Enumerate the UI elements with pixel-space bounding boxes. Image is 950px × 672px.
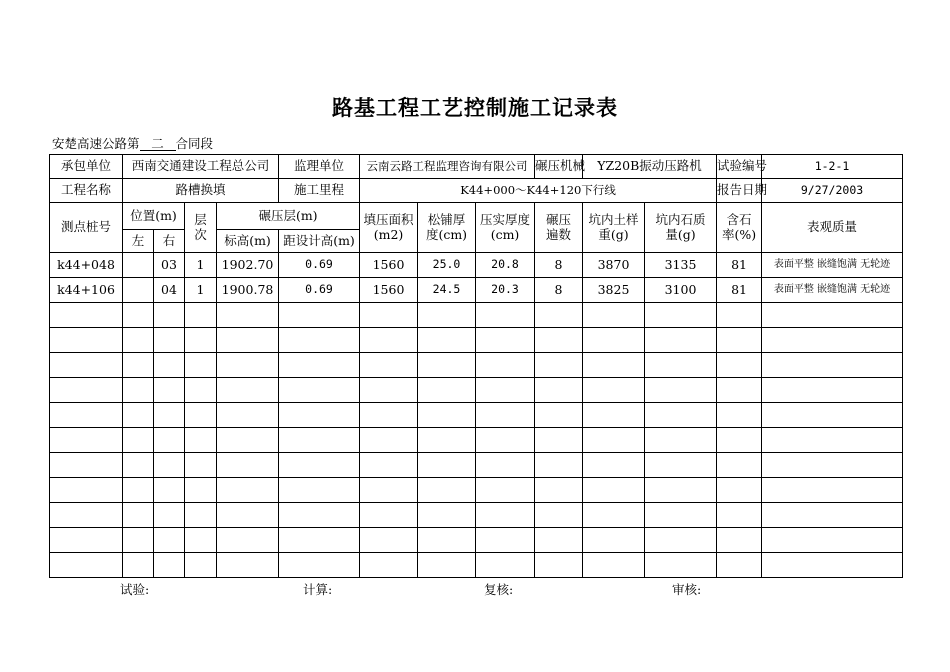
empty-cell [123, 378, 154, 403]
section-number: 二 [140, 137, 176, 151]
empty-cell [154, 378, 185, 403]
header-fill-area: 填压面积(m2) [360, 203, 418, 253]
empty-row [50, 403, 903, 428]
empty-cell [185, 503, 217, 528]
empty-cell [583, 478, 645, 503]
empty-cell [123, 478, 154, 503]
empty-cell [476, 478, 535, 503]
fill-area-cell: 1560 [360, 253, 418, 278]
empty-cell [360, 528, 418, 553]
header-left: 左 [123, 230, 154, 253]
form-title: 路基工程工艺控制施工记录表 [332, 95, 618, 120]
loose-thickness-cell: 24.5 [418, 278, 476, 303]
soil-weight-cell: 3825 [583, 278, 645, 303]
empty-row [50, 428, 903, 453]
empty-row [50, 303, 903, 328]
empty-cell [50, 553, 123, 578]
station-cell: k44+048 [50, 253, 123, 278]
empty-cell [123, 528, 154, 553]
empty-cell [762, 403, 903, 428]
empty-row [50, 503, 903, 528]
empty-cell [279, 453, 360, 478]
empty-cell [476, 528, 535, 553]
empty-cell [583, 403, 645, 428]
empty-cell [583, 353, 645, 378]
empty-cell [645, 328, 717, 353]
empty-cell [717, 328, 762, 353]
empty-cell [154, 428, 185, 453]
empty-cell [50, 428, 123, 453]
empty-cell [762, 303, 903, 328]
surface-quality-cell: 表面平整 嵌缝饱满 无轮迹 [762, 253, 903, 278]
empty-cell [717, 528, 762, 553]
left-cell [123, 253, 154, 278]
empty-cell [360, 378, 418, 403]
empty-cell [279, 503, 360, 528]
header-row-1 [50, 203, 903, 230]
empty-cell [418, 478, 476, 503]
header-pit-stone-weight: 坑内石质量(g) [645, 203, 717, 253]
test-no-label: 试验编号 [717, 155, 762, 179]
empty-cell [583, 328, 645, 353]
empty-cell [583, 303, 645, 328]
empty-row [50, 528, 903, 553]
empty-cell [185, 403, 217, 428]
report-date-value: 9/27/2003 [762, 179, 903, 203]
empty-cell [762, 553, 903, 578]
header-right: 右 [154, 230, 185, 253]
stone-content-cell: 81 [717, 253, 762, 278]
table-row [50, 278, 903, 303]
loose-thickness-cell: 25.0 [418, 253, 476, 278]
empty-cell [645, 403, 717, 428]
empty-cell [279, 403, 360, 428]
mileage-value: K44+000～K44+120下行线 [360, 179, 717, 203]
empty-cell [418, 403, 476, 428]
empty-cell [762, 428, 903, 453]
empty-cell [185, 428, 217, 453]
empty-cell [279, 428, 360, 453]
contractor-label: 承包单位 [50, 155, 123, 179]
empty-cell [279, 478, 360, 503]
empty-cell [360, 478, 418, 503]
empty-cell [154, 328, 185, 353]
header-dist-design: 距设计高(m) [279, 230, 360, 253]
empty-cell [645, 303, 717, 328]
contract-section [52, 134, 213, 152]
empty-cell [217, 328, 279, 353]
empty-cell [717, 403, 762, 428]
empty-cell [217, 478, 279, 503]
footer-audit: 审核: [672, 582, 702, 597]
elevation-cell: 1902.70 [217, 253, 279, 278]
empty-cell [50, 403, 123, 428]
supervisor-value: 云南云路工程监理咨询有限公司 [360, 155, 535, 179]
empty-cell [279, 528, 360, 553]
empty-cell [535, 553, 583, 578]
empty-cell [583, 428, 645, 453]
empty-cell [583, 503, 645, 528]
machine-value: YZ20B振动压路机 [583, 155, 717, 179]
empty-cell [762, 453, 903, 478]
layer-cell: 1 [185, 278, 217, 303]
empty-cell [762, 378, 903, 403]
empty-cell [50, 328, 123, 353]
empty-cell [717, 503, 762, 528]
header-elevation: 标高(m) [217, 230, 279, 253]
header-rolled-layer: 碾压层(m) [217, 203, 360, 230]
project-label: 工程名称 [50, 179, 123, 203]
empty-cell [217, 453, 279, 478]
empty-cell [360, 428, 418, 453]
section-prefix: 安楚高速公路第 [52, 136, 140, 151]
empty-cell [123, 553, 154, 578]
empty-cell [645, 353, 717, 378]
empty-cell [476, 403, 535, 428]
empty-cell [360, 553, 418, 578]
empty-cell [583, 378, 645, 403]
footer-test: 试验: [120, 582, 150, 597]
header-stone-content: 含石率(%) [717, 203, 762, 253]
soil-weight-cell: 3870 [583, 253, 645, 278]
empty-cell [185, 303, 217, 328]
empty-cell [717, 428, 762, 453]
right-cell: 04 [154, 278, 185, 303]
empty-cell [360, 328, 418, 353]
empty-cell [717, 378, 762, 403]
empty-cell [154, 453, 185, 478]
stone-weight-cell: 3100 [645, 278, 717, 303]
empty-cell [185, 378, 217, 403]
empty-row [50, 378, 903, 403]
report-date-label: 报告日期 [717, 179, 762, 203]
empty-cell [535, 328, 583, 353]
compact-thickness-cell: 20.8 [476, 253, 535, 278]
empty-cell [50, 528, 123, 553]
info-row-2 [50, 179, 903, 203]
empty-cell [123, 453, 154, 478]
station-cell: k44+106 [50, 278, 123, 303]
empty-cell [645, 378, 717, 403]
empty-cell [217, 378, 279, 403]
empty-cell [185, 528, 217, 553]
empty-cell [583, 528, 645, 553]
layer-cell: 1 [185, 253, 217, 278]
footer-calc: 计算: [303, 582, 333, 597]
empty-cell [123, 403, 154, 428]
empty-cell [645, 453, 717, 478]
empty-cell [645, 528, 717, 553]
empty-cell [123, 428, 154, 453]
empty-row [50, 453, 903, 478]
empty-cell [418, 328, 476, 353]
empty-cell [360, 403, 418, 428]
empty-cell [535, 378, 583, 403]
empty-cell [535, 478, 583, 503]
empty-cell [418, 378, 476, 403]
empty-cell [217, 403, 279, 428]
empty-cell [50, 303, 123, 328]
machine-label: 碾压机械 [535, 155, 583, 179]
empty-cell [279, 353, 360, 378]
footer-review: 复核: [484, 582, 514, 597]
record-table [49, 154, 903, 578]
empty-cell [476, 453, 535, 478]
table-row [50, 253, 903, 278]
header-roll-passes: 碾压遍数 [535, 203, 583, 253]
dist-design-cell: 0.69 [279, 253, 360, 278]
empty-cell [418, 428, 476, 453]
empty-cell [476, 503, 535, 528]
empty-cell [645, 428, 717, 453]
empty-cell [418, 553, 476, 578]
empty-cell [717, 353, 762, 378]
empty-cell [154, 403, 185, 428]
test-no-value: 1-2-1 [762, 155, 903, 179]
empty-cell [154, 303, 185, 328]
empty-cell [279, 378, 360, 403]
roll-passes-cell: 8 [535, 253, 583, 278]
empty-cell [217, 503, 279, 528]
empty-cell [762, 328, 903, 353]
empty-cell [645, 478, 717, 503]
empty-cell [717, 303, 762, 328]
empty-cell [123, 328, 154, 353]
empty-cell [418, 528, 476, 553]
empty-cell [279, 303, 360, 328]
left-cell [123, 278, 154, 303]
empty-cell [583, 453, 645, 478]
header-loose-thickness: 松铺厚度(cm) [418, 203, 476, 253]
empty-cell [217, 553, 279, 578]
right-cell: 03 [154, 253, 185, 278]
empty-cell [154, 478, 185, 503]
empty-cell [185, 328, 217, 353]
empty-cell [535, 303, 583, 328]
empty-cell [476, 303, 535, 328]
empty-cell [717, 453, 762, 478]
roll-passes-cell: 8 [535, 278, 583, 303]
empty-cell [123, 303, 154, 328]
empty-cell [418, 303, 476, 328]
empty-cell [762, 478, 903, 503]
header-compact-thickness: 压实厚度(cm) [476, 203, 535, 253]
compact-thickness-cell: 20.3 [476, 278, 535, 303]
header-layer: 层次 [185, 203, 217, 253]
empty-cell [535, 403, 583, 428]
empty-cell [418, 453, 476, 478]
empty-cell [762, 353, 903, 378]
empty-cell [50, 353, 123, 378]
empty-cell [762, 503, 903, 528]
empty-cell [476, 553, 535, 578]
empty-cell [217, 428, 279, 453]
empty-cell [360, 353, 418, 378]
empty-cell [154, 353, 185, 378]
empty-cell [360, 303, 418, 328]
empty-cell [645, 503, 717, 528]
empty-cell [50, 453, 123, 478]
info-row-1 [50, 155, 903, 179]
header-surface-quality: 表观质量 [762, 203, 903, 253]
empty-cell [50, 503, 123, 528]
empty-cell [418, 353, 476, 378]
empty-cell [476, 428, 535, 453]
empty-cell [279, 328, 360, 353]
empty-cell [360, 453, 418, 478]
empty-cell [645, 553, 717, 578]
empty-row [50, 478, 903, 503]
empty-cell [535, 353, 583, 378]
empty-cell [717, 478, 762, 503]
surface-quality-cell: 表面平整 嵌缝饱满 无轮迹 [762, 278, 903, 303]
empty-cell [123, 503, 154, 528]
stone-content-cell: 81 [717, 278, 762, 303]
header-position: 位置(m) [123, 203, 185, 230]
empty-cell [583, 553, 645, 578]
empty-cell [476, 378, 535, 403]
empty-cell [476, 328, 535, 353]
stone-weight-cell: 3135 [645, 253, 717, 278]
empty-cell [185, 453, 217, 478]
empty-cell [185, 353, 217, 378]
empty-cell [762, 528, 903, 553]
empty-row [50, 353, 903, 378]
empty-cell [50, 378, 123, 403]
empty-cell [185, 478, 217, 503]
contractor-value: 西南交通建设工程总公司 [123, 155, 279, 179]
empty-cell [535, 503, 583, 528]
empty-cell [217, 528, 279, 553]
empty-cell [535, 528, 583, 553]
empty-cell [217, 303, 279, 328]
empty-cell [50, 478, 123, 503]
header-pit-soil-weight: 坑内土样重(g) [583, 203, 645, 253]
section-suffix: 合同段 [175, 136, 214, 151]
header-station: 测点桩号 [50, 203, 123, 253]
empty-cell [185, 553, 217, 578]
empty-row [50, 553, 903, 578]
project-value: 路槽换填 [123, 179, 279, 203]
empty-cell [535, 428, 583, 453]
empty-cell [123, 353, 154, 378]
supervisor-label: 监理单位 [279, 155, 360, 179]
empty-cell [476, 353, 535, 378]
fill-area-cell: 1560 [360, 278, 418, 303]
empty-cell [279, 553, 360, 578]
empty-cell [154, 553, 185, 578]
empty-row [50, 328, 903, 353]
empty-cell [535, 453, 583, 478]
empty-cell [360, 503, 418, 528]
empty-cell [154, 503, 185, 528]
empty-cell [418, 503, 476, 528]
dist-design-cell: 0.69 [279, 278, 360, 303]
empty-cell [154, 528, 185, 553]
empty-cell [717, 553, 762, 578]
mileage-label: 施工里程 [279, 179, 360, 203]
empty-cell [217, 353, 279, 378]
elevation-cell: 1900.78 [217, 278, 279, 303]
